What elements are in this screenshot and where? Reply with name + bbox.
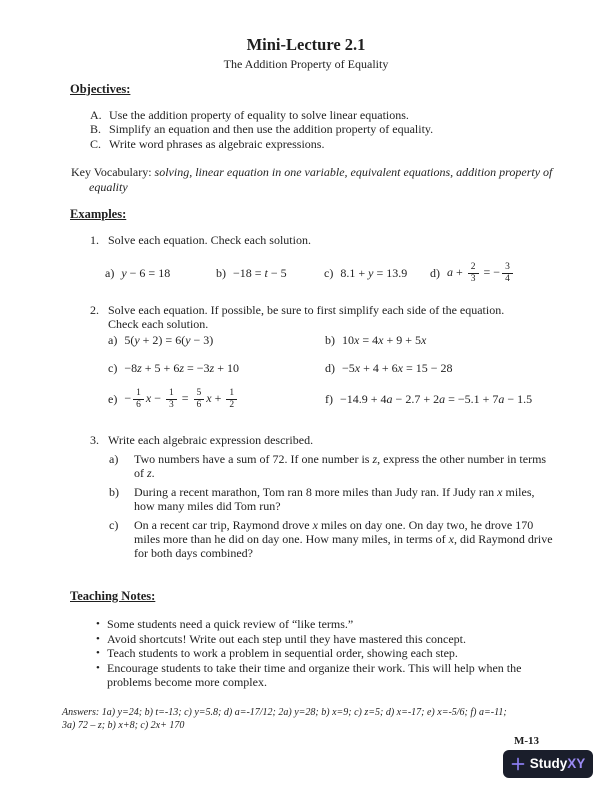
equation-1b: b) −18 = t − 5	[216, 265, 287, 280]
objectives-item-text: Write word phrases as algebraic expressions.	[109, 136, 325, 151]
objectives-item	[90, 122, 560, 136]
problem-3-number: 3.	[90, 433, 99, 447]
problem-3	[90, 433, 560, 447]
objectives-list	[90, 108, 560, 151]
page-title: Mini-Lecture 2.1	[246, 35, 366, 54]
teaching-note: • Avoid shortcuts! Write out each step until they have mastered this concept.	[96, 631, 466, 646]
equation-2e: e) − $\frac{1}{6}$ x − $\frac{1}{3}$ = $\frac{5}{6}$ x + $\frac{1}{2}$	[108, 383, 239, 415]
answer-key-line-2: 3a) 72 – z; b) x+8; c) 2x+ 170	[62, 719, 185, 731]
teaching-note: • Some students need a quick review of “like terms.”	[96, 617, 354, 631]
bullet-icon: •	[96, 647, 100, 660]
answer-key	[62, 707, 507, 732]
objectives-heading: Objectives:	[70, 82, 131, 96]
page-number: M-13	[514, 735, 540, 747]
objectives-item-text: Simplify an equation and then use the addition property of equality.	[109, 122, 434, 137]
equation-1c: c) 8.1 + y = 13.9	[324, 265, 408, 280]
objectives-item	[90, 137, 560, 151]
problem-1	[90, 233, 560, 247]
examples-heading: Examples:	[70, 207, 127, 221]
word-problem-3a: a) Two numbers have a sum of 72. If one number is z, express the other number in terms of z.	[109, 452, 547, 480]
bullet-icon: •	[96, 632, 100, 645]
objectives-item-letter: A.	[90, 108, 102, 122]
equation-2f: f) −14.9 + 4a − 2.7 + 2a = −5.1 + 7a − 1.5	[325, 391, 533, 406]
page-subtitle: The Addition Property of Equality	[223, 57, 389, 71]
studyxy-logo	[503, 750, 593, 778]
teaching-note: • Encourage students to take their time and organize their work. This will help when the problems become more complex.	[96, 660, 522, 690]
bullet-icon: •	[96, 618, 100, 630]
bullet-icon: •	[96, 661, 100, 674]
equation-1d: d) a + $\frac{2}{3}$ = − $\frac{3}{4}$	[430, 252, 515, 294]
problem-1-equations	[0, 252, 612, 294]
word-problem-3c: c) On a recent car trip, Raymond drove x miles on day one. On day two, he drove 170 miles more than he did on day one. How many miles, in terms of x, did Raymond drive for both days combined?	[109, 518, 553, 560]
teaching-note: • Teach students to work a problem in sequential order, showing each step.	[96, 646, 458, 661]
teaching-notes-list	[96, 617, 552, 690]
problem-1-number: 1.	[90, 233, 99, 247]
objectives-item-letter: B.	[90, 122, 102, 137]
answer-key-line-1: Answers: 1a) y=24; b) t=-13; c) y=5.8; d) a=-17/12; 2a) y=28; b) x=9; c) z=5; d) x=-17; e) x=-5/6; f) a=-11;	[62, 707, 507, 718]
objectives-item-text: Use the addition property of equality to solve linear equations.	[109, 108, 409, 122]
objectives-item	[90, 108, 560, 122]
objectives-item-letter: C.	[90, 136, 102, 151]
problem-3-prompt: Write each algebraic expression described.	[108, 433, 314, 447]
word-problem-3b: b) During a recent marathon, Tom ran 8 more miles than Judy ran. If Judy ran x miles, how many miles did Tom run?	[109, 485, 535, 513]
document-page: Mini-Lecture 2.1 The Addition Property of Equality Objectives: A. Use the addition property of equality to solve linear equations. B. Simplify an equation and then use the addition property of equality. C. Write word phrases as algebraic expressions. Key Vocabulary: solving, linear equation in one variable, equivalent equations, addition property of equality Examples: 1. Solve each equation. Check each solution. a) y − 6 = 18 b) −18 = t − 5 c) 8.1 + y = 13.9 d) a + $\frac{2}{3}$ = − $\frac{3}{4}$ 2. Solve each equation. If possible, be sure to first simplify each side of the equation. Check each solution. a) 5(y + 2) = 6(y − 3) b) 10x = 4x + 9 + 5x c) −8z + 5 + 6z = −3z + 10 d) −5x + 4 + 6x = 15 − 28 e) − $\frac{1}{6}$ x − $\frac{1}{3}$ = $\frac{5}{6}$ x + $\frac{1}{2}$ f) −14.9 + 4a − 2.7 + 2a = −5.1 + 7a − 1.5 3. Write each algebraic expression described. a) Two numbers have a sum of 72. If one number is z, express the other number in terms of z. b) During a recent marathon, Tom ran 8 more miles than Judy ran. If Judy ran x miles, how many miles did Tom run? c) On a recent car trip, Raymond drove x miles on day one. On day two, he drove 170 miles more than he did on day one. How many miles, in terms of x, did Raymond drive for both days combined? Teaching Notes: • Some students need a quick review of “like terms.” • Avoid shortcuts! Write out each step until they have mastered this concept. • Teach students to work a problem in sequential order, showing each step. • Encourage students to take their time and organize their work. This will help when the problems become more complex. Answers: 1a) y=24; b) t=-13; c) y=5.8; d) a=-17/12; 2a) y=28; b) x=9; c) z=5; d) x=-17; e) x=-5/6; f) a=-11; 3a) 72 – z; b) x+8; c) 2x+ 170 M-13 StudyXY	[0, 0, 612, 792]
problem-2-prompt: Solve each equation. If possible, be sure to first simplify each side of the equation. Check each solution.	[108, 303, 505, 332]
problem-1-prompt: Solve each equation. Check each solution.	[108, 233, 311, 247]
equation-1a: a) y − 6 = 18	[105, 265, 171, 280]
problem-2-row-3	[0, 383, 612, 415]
key-vocabulary-terms: solving, linear equation in one variable, equivalent equations, addition property of equality	[89, 165, 553, 194]
key-vocabulary-label: Key Vocabulary:	[71, 165, 152, 179]
problem-2	[90, 303, 562, 332]
problem-2-number: 2.	[90, 303, 99, 317]
key-vocabulary	[71, 165, 569, 194]
logo-wordmark: StudyXY	[529, 755, 586, 771]
teaching-notes-heading: Teaching Notes:	[70, 589, 156, 603]
plus-icon	[511, 757, 525, 771]
